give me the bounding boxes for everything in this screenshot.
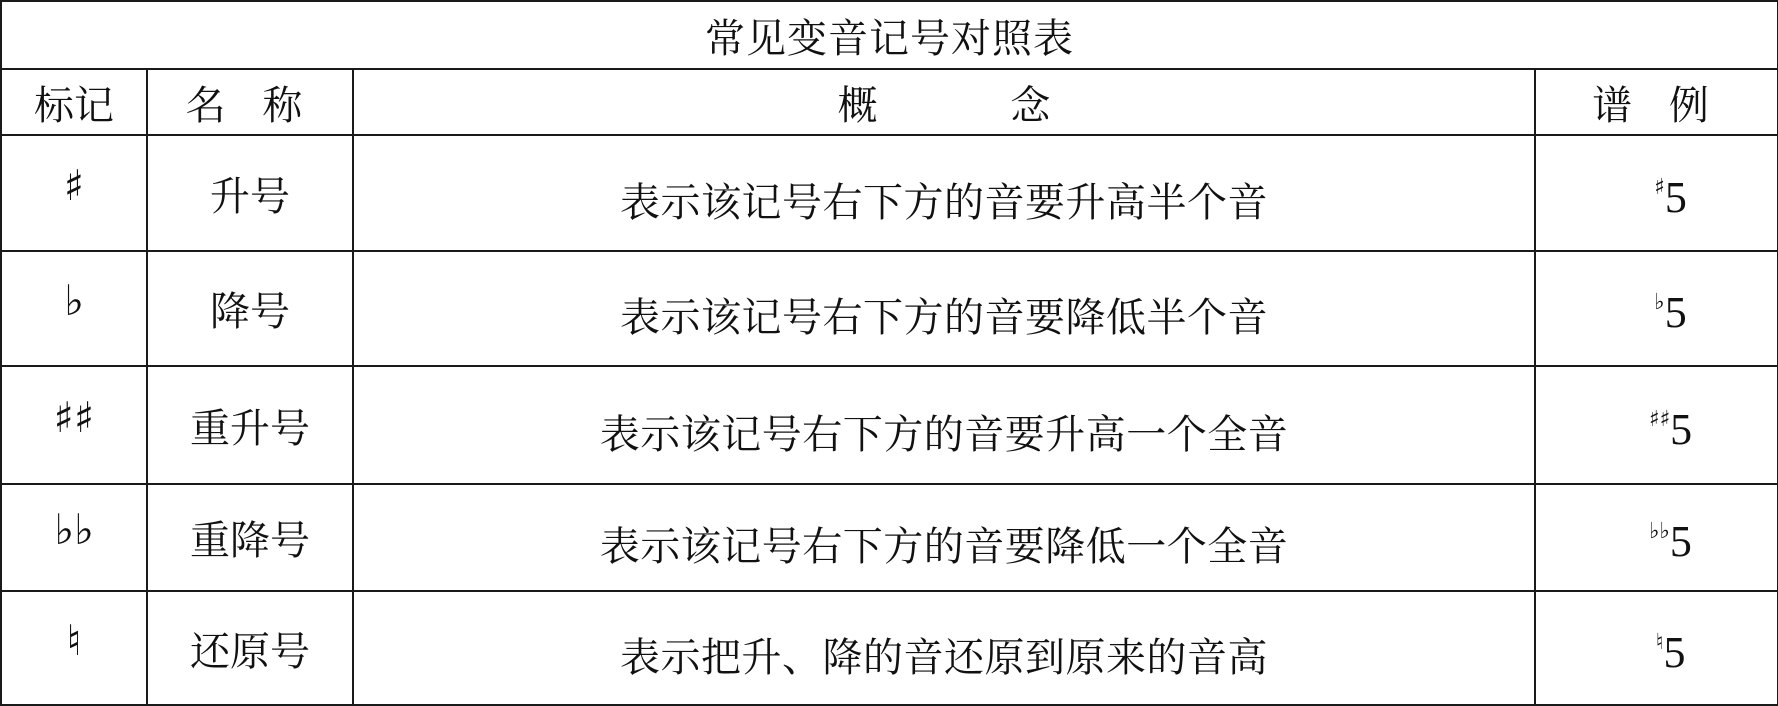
concept-cell (353, 135, 1535, 251)
mark-cell (1, 484, 147, 591)
header-concept: 概 念 (353, 69, 1535, 135)
table-title: 常见变音记号对照表 (1, 1, 1778, 69)
concept-text: 表示该记号右下方的音要降低半个音 (620, 295, 1268, 341)
concept-text: 表示该记号右下方的音要升高一个全音 (599, 411, 1289, 458)
mark-cell (1, 135, 147, 251)
table-row (1, 366, 1778, 484)
example-notation (1649, 516, 1692, 567)
name-cell: 重降号 (147, 484, 353, 591)
example-note: 5 (1664, 288, 1687, 337)
double-sharp-symbol: ♯♯ (53, 392, 95, 442)
example-notation (1654, 172, 1687, 223)
sharp-symbol: ♯ (63, 160, 85, 210)
name-cell: 升号 (147, 135, 353, 251)
example-notation (1649, 404, 1692, 455)
example-accidental: ♯ (1654, 174, 1665, 200)
example-cell (1535, 484, 1778, 591)
concept-cell (353, 484, 1535, 591)
example-notation (1656, 627, 1686, 678)
table-row (1, 251, 1778, 366)
table-row (1, 135, 1778, 251)
concept-text: 表示该记号右下方的音要降低一个全音 (599, 524, 1289, 570)
example-accidental: ♯♯ (1648, 406, 1671, 432)
name-cell: 还原号 (147, 591, 353, 705)
header-name: 名 称 (147, 69, 353, 135)
example-note: 5 (1670, 404, 1693, 454)
example-cell (1535, 135, 1778, 251)
header-example: 谱 例 (1535, 69, 1778, 135)
example-cell (1535, 591, 1778, 705)
example-accidental: ♭ (1654, 290, 1665, 315)
example-note: 5 (1664, 172, 1687, 222)
double-flat-symbol: ♭♭ (54, 505, 94, 554)
mark-cell (1, 251, 147, 366)
concept-cell (353, 591, 1535, 705)
mark-cell (1, 366, 147, 484)
header-mark: 标记 (1, 69, 147, 135)
concept-cell (353, 251, 1535, 366)
name-cell: 重升号 (147, 366, 353, 484)
header-row (1, 69, 1778, 135)
example-notation (1654, 287, 1686, 338)
concept-text: 表示该记号右下方的音要升高半个音 (620, 179, 1268, 226)
example-cell (1535, 366, 1778, 484)
name-cell: 降号 (147, 251, 353, 366)
table-row (1, 591, 1778, 705)
example-cell (1535, 251, 1778, 366)
example-note: 5 (1663, 627, 1686, 677)
example-accidental: ♮ (1655, 629, 1664, 655)
example-note: 5 (1669, 517, 1692, 566)
natural-symbol: ♮ (66, 615, 82, 665)
flat-symbol: ♭ (64, 276, 84, 325)
concept-cell (353, 366, 1535, 484)
concept-text: 表示把升、降的音还原到原来的音高 (620, 634, 1268, 681)
mark-cell (1, 591, 147, 705)
table-row (1, 484, 1778, 591)
example-accidental: ♭♭ (1649, 519, 1670, 544)
title-row (1, 1, 1778, 69)
